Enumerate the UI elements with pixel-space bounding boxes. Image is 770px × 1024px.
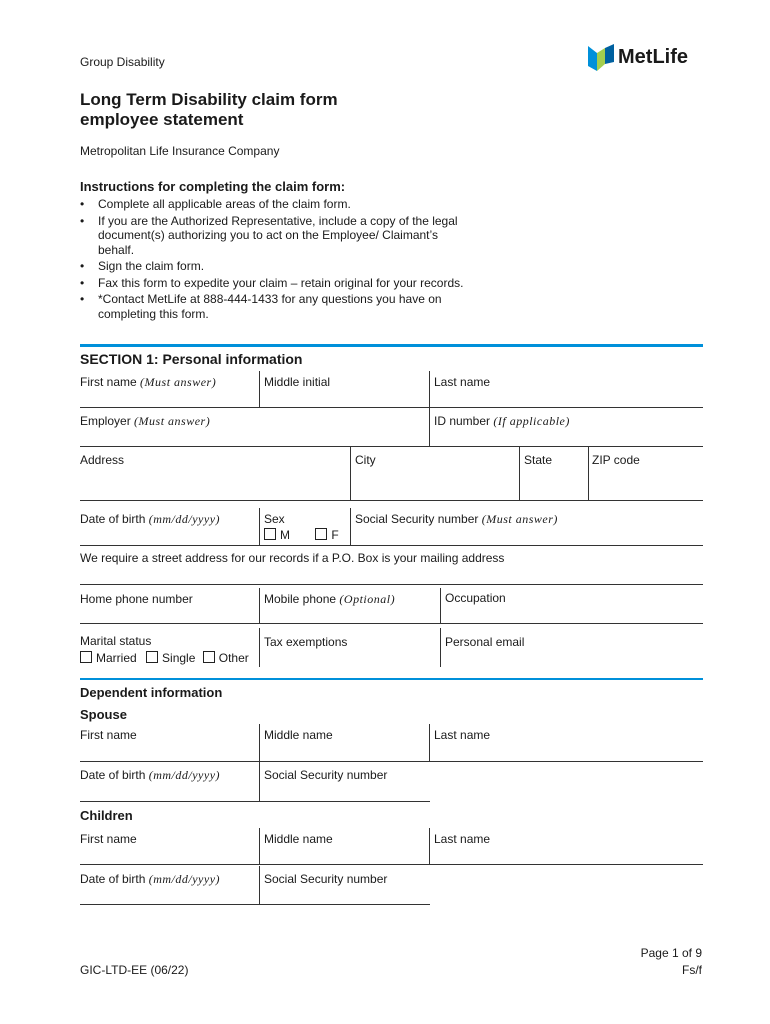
id-number-field[interactable]	[434, 414, 570, 429]
occupation-label: Occupation	[445, 591, 506, 605]
divider	[80, 801, 430, 802]
child-middle-name-label: Middle name	[264, 832, 333, 846]
employer-hint: (Must answer)	[134, 414, 211, 428]
first-name-hint: (Must answer)	[140, 375, 217, 389]
city-field[interactable]	[355, 453, 376, 467]
form-code: GIC-LTD-EE (06/22)	[80, 963, 189, 977]
instruction-item: • Complete all applicable areas of the claim form.	[80, 197, 465, 212]
spouse-heading: Spouse	[80, 707, 127, 722]
child-last-name-field[interactable]	[434, 832, 490, 846]
other-label: Other	[218, 651, 249, 665]
divider	[80, 446, 703, 447]
tax-exemptions-label: Tax exemptions	[264, 635, 348, 649]
mobile-phone-hint: (Optional)	[339, 592, 396, 606]
sex-f-label: F	[331, 528, 339, 542]
section-divider	[80, 678, 703, 680]
divider	[80, 864, 703, 865]
product-name: Group Disability	[80, 55, 165, 69]
spouse-last-name-label: Last name	[434, 728, 491, 742]
middle-initial-field[interactable]	[264, 375, 330, 389]
spouse-ssn-label: Social Security number	[264, 768, 388, 782]
marital-status-label: Marital status	[80, 634, 152, 648]
spouse-dob-hint: (mm/dd/yyyy)	[148, 768, 221, 782]
child-middle-name-field[interactable]	[264, 832, 333, 846]
sex-label: Sex	[264, 512, 285, 526]
child-dob-label: Date of birth	[80, 872, 146, 886]
mobile-phone-label: Mobile phone	[264, 592, 337, 606]
first-name-label: First name	[80, 375, 137, 389]
personal-email-field[interactable]	[445, 635, 524, 649]
id-number-label: ID number	[434, 414, 491, 428]
state-label: State	[524, 453, 553, 467]
spouse-first-name-field[interactable]	[80, 728, 137, 742]
divider	[259, 828, 260, 865]
divider	[80, 761, 703, 762]
company-name: Metropolitan Life Insurance Company	[80, 144, 280, 158]
address-field[interactable]	[80, 453, 124, 467]
personal-email-label: Personal email	[445, 635, 525, 649]
section-divider	[80, 344, 703, 347]
single-checkbox[interactable]	[146, 651, 158, 663]
form-title-line1: Long Term Disability claim form	[80, 90, 338, 109]
section1-heading: SECTION 1: Personal information	[80, 351, 303, 367]
divider	[429, 828, 430, 865]
divider	[429, 724, 430, 761]
instructions-list	[80, 197, 465, 323]
divider	[350, 447, 351, 500]
divider	[259, 762, 260, 801]
sex-f-option[interactable]	[315, 528, 338, 542]
employer-field[interactable]	[80, 414, 210, 429]
single-option[interactable]	[146, 651, 195, 665]
tax-exemptions-field[interactable]	[264, 635, 347, 649]
first-name-field[interactable]	[80, 375, 216, 390]
date-of-birth-hint: (mm/dd/yyyy)	[148, 512, 221, 526]
instruction-item: • If you are the Authorized Representative, include a copy of the legal document(s) authorizing you to act on the Employee/ Claimant’s behalf.	[80, 214, 465, 258]
spouse-middle-name-field[interactable]	[264, 728, 333, 742]
street-address-note: We require a street address for our records if a P.O. Box is your mailing address	[80, 551, 505, 565]
page-number: Page 1 of 9	[640, 946, 702, 960]
child-ssn-field[interactable]	[264, 872, 387, 886]
divider	[259, 588, 260, 623]
divider	[259, 371, 260, 408]
instruction-item: • *Contact MetLife at 888-444-1433 for any questions you have on completing this form.	[80, 292, 465, 321]
dependent-info-heading: Dependent information	[80, 685, 223, 700]
single-label: Single	[162, 651, 196, 665]
children-heading: Children	[80, 808, 133, 823]
mobile-phone-field[interactable]	[264, 592, 395, 607]
divider	[440, 588, 441, 623]
married-label: Married	[96, 651, 137, 665]
footer-code: Fs/f	[682, 963, 702, 977]
marital-status-field	[80, 634, 249, 665]
divider	[80, 407, 703, 408]
address-label: Address	[80, 453, 125, 467]
sex-m-option[interactable]	[264, 528, 290, 542]
sex-field	[264, 512, 339, 542]
ssn-field[interactable]	[355, 512, 558, 527]
occupation-field[interactable]	[445, 591, 506, 605]
divider	[80, 545, 703, 546]
sex-m-checkbox[interactable]	[264, 528, 276, 540]
divider	[429, 371, 430, 408]
divider	[80, 584, 703, 585]
last-name-label: Last name	[434, 375, 491, 389]
child-first-name-field[interactable]	[80, 832, 137, 846]
married-option[interactable]	[80, 651, 137, 665]
state-field[interactable]	[524, 453, 552, 467]
metlife-logo	[588, 44, 688, 71]
child-ssn-label: Social Security number	[264, 872, 388, 886]
spouse-dob-label: Date of birth	[80, 768, 146, 782]
instruction-item: • Fax this form to expedite your claim – retain original for your records.	[80, 276, 465, 291]
instruction-item: • Sign the claim form.	[80, 259, 465, 274]
spouse-first-name-label: First name	[80, 728, 137, 742]
ssn-hint: (Must answer)	[481, 512, 558, 526]
last-name-field[interactable]	[434, 375, 490, 389]
date-of-birth-label: Date of birth	[80, 512, 146, 526]
divider	[429, 408, 430, 446]
date-of-birth-field[interactable]	[80, 512, 220, 527]
divider	[519, 447, 520, 500]
other-option[interactable]	[203, 651, 249, 665]
home-phone-field[interactable]	[80, 592, 193, 606]
child-dob-field[interactable]	[80, 872, 220, 887]
divider	[80, 500, 703, 501]
city-label: City	[355, 453, 376, 467]
divider	[440, 628, 441, 667]
home-phone-label: Home phone number	[80, 592, 193, 606]
id-number-hint: (If applicable)	[493, 414, 570, 428]
divider	[588, 447, 589, 500]
instructions-heading: Instructions for completing the claim form:	[80, 179, 346, 194]
metlife-logo-wordmark: MetLife	[618, 46, 688, 68]
divider	[259, 866, 260, 904]
child-dob-hint: (mm/dd/yyyy)	[148, 872, 221, 886]
sex-f-checkbox[interactable]	[315, 528, 327, 540]
employer-label: Employer	[80, 414, 131, 428]
zip-code-label: ZIP code	[592, 453, 640, 467]
form-title	[80, 90, 338, 130]
married-checkbox[interactable]	[80, 651, 92, 663]
divider	[259, 508, 260, 545]
divider	[259, 628, 260, 667]
divider	[80, 623, 703, 624]
child-last-name-label: Last name	[434, 832, 491, 846]
other-checkbox[interactable]	[203, 651, 215, 663]
form-title-line2: employee statement	[80, 110, 244, 129]
sex-m-label: M	[280, 528, 290, 542]
divider	[80, 904, 430, 905]
ssn-label: Social Security number	[355, 512, 479, 526]
spouse-dob-field[interactable]	[80, 768, 220, 783]
divider	[259, 724, 260, 761]
spouse-middle-name-label: Middle name	[264, 728, 333, 742]
metlife-logo-icon	[588, 44, 614, 71]
zip-code-field[interactable]	[592, 453, 640, 467]
middle-initial-label: Middle initial	[264, 375, 331, 389]
spouse-ssn-field[interactable]	[264, 768, 387, 782]
spouse-last-name-field[interactable]	[434, 728, 490, 742]
child-first-name-label: First name	[80, 832, 137, 846]
divider	[350, 508, 351, 545]
